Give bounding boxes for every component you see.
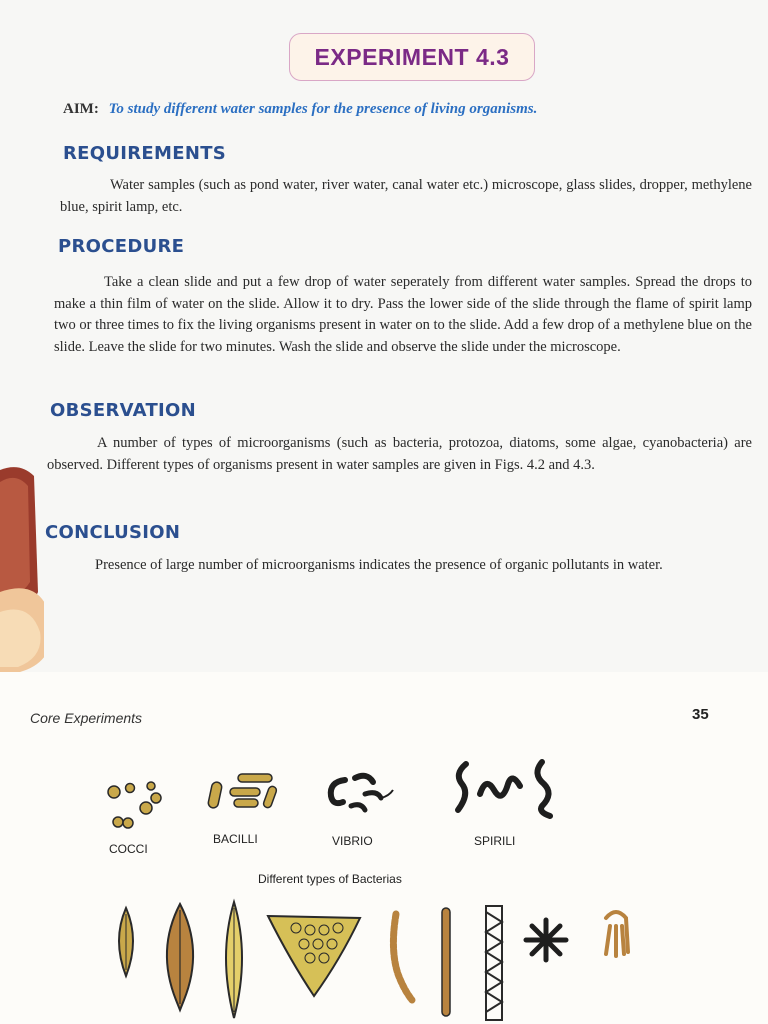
bacilli-illustration <box>206 772 282 812</box>
requirements-text: Water samples (such as pond water, river water, canal water etc.) microscope, glass slides, dropper, methylene blue, spirit lamp, etc. <box>60 177 752 215</box>
aim-label: AIM: <box>63 101 99 117</box>
conclusion-paragraph <box>45 555 755 577</box>
conclusion-text: Presence of large number of microorganisms indicates the presence of organic pollutants in water. <box>95 557 663 573</box>
observation-heading: OBSERVATION <box>50 400 197 421</box>
procedure-heading: PROCEDURE <box>58 236 185 257</box>
procedure-text: Take a clean slide and put a few drop of water seperately from different water samples. Spread the drops to make a thin film of water on the slide. Allow it to dry. Pass the lower side of the slide through the flame of spirit lamp two or three times to fix the living organisms present in water on to the slide. Add a few drop of a methylene blue on the slide. Leave the slide for two minutes. Wash the slide and observe the slide under the microscope. <box>54 274 752 355</box>
experiment-title: EXPERIMENT 4.3 <box>314 43 510 70</box>
vibrio-illustration <box>325 772 397 816</box>
spirili-illustration <box>452 754 564 820</box>
observation-paragraph <box>47 433 752 476</box>
spirili-label: SPIRILI <box>474 834 516 848</box>
bacilli-label: BACILLI <box>213 832 258 846</box>
bacteria-figure-caption: Different types of Bacterias <box>258 872 402 886</box>
page-lower <box>0 672 768 1024</box>
thumb-photo <box>0 462 44 672</box>
procedure-paragraph <box>54 272 752 358</box>
observation-text: A number of types of microorganisms (such as bacteria, protozoa, diatoms, some algae, cyanobacteria) are observed. Different types of organisms present in water samples are given in Figs. 4.2 and 4.3. <box>47 435 752 473</box>
requirements-paragraph <box>60 175 752 218</box>
requirements-heading: REQUIREMENTS <box>63 143 227 164</box>
cocci-label: COCCI <box>109 842 148 856</box>
page-number: 35 <box>692 706 709 723</box>
aim-line <box>63 101 537 118</box>
vibrio-label: VIBRIO <box>332 834 373 848</box>
aim-text: To study different water samples for the presence of living organisms. <box>108 101 538 117</box>
experiment-title-box <box>289 33 535 81</box>
footer-section-name: Core Experiments <box>30 710 143 726</box>
diatoms-algae-illustration <box>100 900 640 1024</box>
cocci-illustration <box>104 778 164 834</box>
conclusion-heading: CONCLUSION <box>45 522 181 543</box>
